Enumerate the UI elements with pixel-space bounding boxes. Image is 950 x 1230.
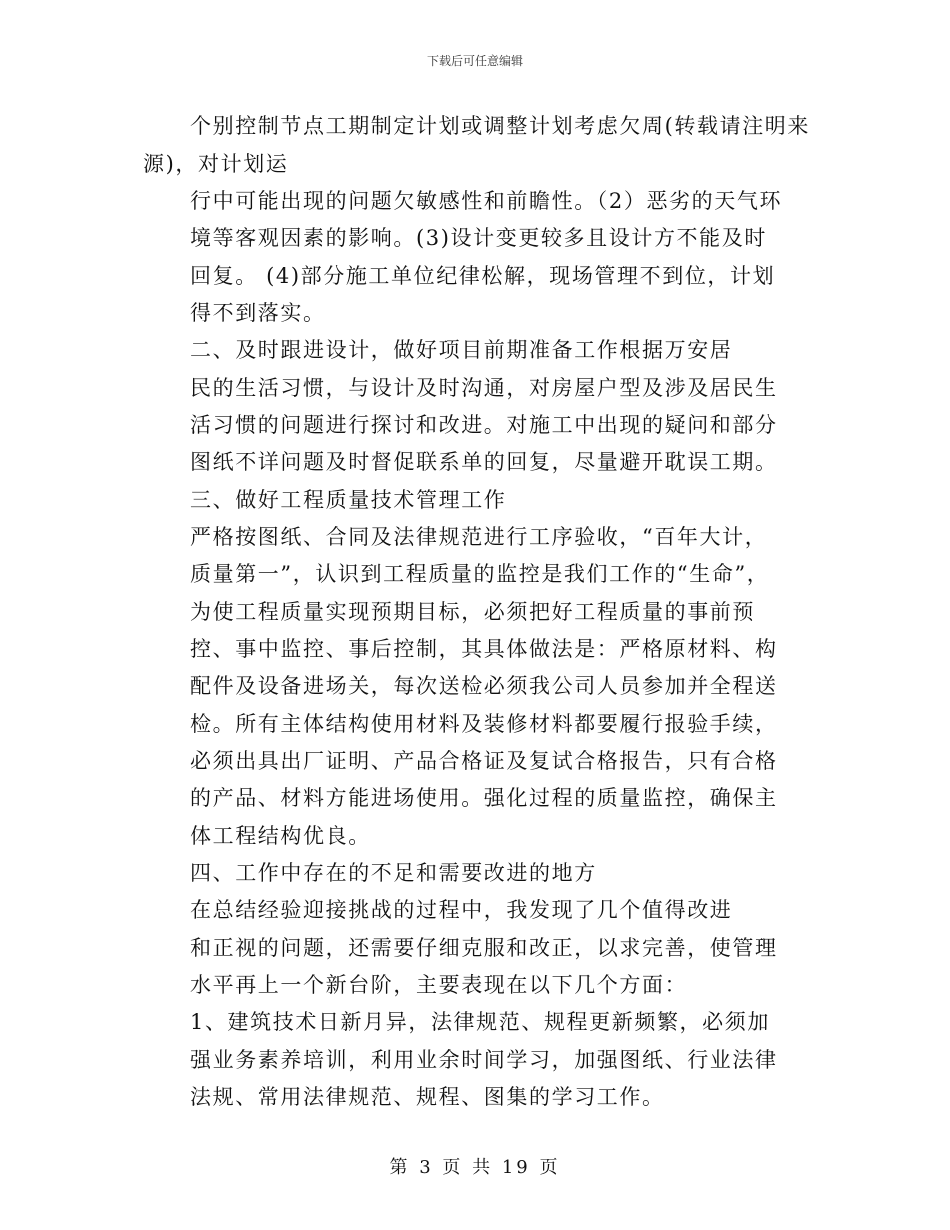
page-number: 第 3 页 共 19 页 (389, 1157, 561, 1178)
paragraph-line: 行中可能出现的问题欠敏感性和前瞻性。（2）恶劣的天气环 (190, 189, 783, 213)
paragraph-line: 必须出具出厂证明、产品合格证及复试合格报告，只有合格 (190, 749, 778, 773)
paragraph-line: 检。所有主体结构使用材料及装修材料都要履行报验手续， (190, 712, 778, 736)
paragraph-line: 源)，对计划运 (143, 152, 289, 176)
page-header: 下载后可任意编辑 (426, 54, 523, 68)
section-heading: 四、工作中存在的不足和需要改进的地方 (190, 861, 597, 885)
paragraph-line: 严格按图纸、合同及法律规范进行工序验收，“百年大计， (190, 525, 768, 549)
paragraph-line: 回复。 (4)部分施工单位纪律松解，现场管理不到位，计划 (190, 264, 776, 288)
paragraph-line: 1、建筑技术日新月异，法律规范、规程更新频繁，必须加 (190, 1010, 770, 1034)
paragraph-line: 得不到落实。 (190, 301, 326, 325)
section-heading: 二、及时跟进设计，做好项目前期准备工作根据万安居 (190, 338, 733, 362)
paragraph-line: 体工程结构优良。 (190, 824, 371, 848)
section-heading: 三、做好工程质量技术管理工作 (190, 488, 507, 512)
paragraph-line: 个别控制节点工期制定计划或调整计划考虑欠周(转载请注明来 (190, 114, 810, 138)
paragraph-line: 质量第一”，认识到工程质量的监控是我们工作的“生命”， (190, 562, 770, 586)
paragraph-line: 控、事中监控、事后控制，其具体做法是：严格原材料、构 (190, 637, 778, 661)
paragraph-line: 为使工程质量实现预期目标，必须把好工程质量的事前预 (190, 600, 755, 624)
paragraph-line: 活习惯的问题进行探讨和改进。对施工中出现的疑问和部分 (190, 413, 778, 437)
paragraph-line: 图纸不详问题及时督促联系单的回复，尽量避开耽误工期。 (190, 450, 778, 474)
paragraph-line: 强业务素养培训，利用业余时间学习，加强图纸、行业法律 (190, 1048, 778, 1072)
paragraph-line: 和正视的问题，还需要仔细克服和改正，以求完善，使管理 (190, 936, 778, 960)
paragraph-line: 水平再上一个新台阶，主要表现在以下几个方面： (190, 973, 688, 997)
paragraph-line: 在总结经验迎接挑战的过程中，我发现了几个值得改进 (190, 898, 733, 922)
paragraph-line: 法规、常用法律规范、规程、图集的学习工作。 (190, 1085, 665, 1109)
paragraph-line: 的产品、材料方能进场使用。强化过程的质量监控，确保主 (190, 786, 778, 810)
paragraph-line: 境等客观因素的影响。(3)设计变更较多且设计方不能及时 (190, 226, 767, 250)
paragraph-line: 配件及设备进场关，每次送检必须我公司人员参加并全程送 (190, 674, 778, 698)
paragraph-line: 民的生活习惯，与设计及时沟通，对房屋户型及涉及居民生 (190, 376, 778, 400)
